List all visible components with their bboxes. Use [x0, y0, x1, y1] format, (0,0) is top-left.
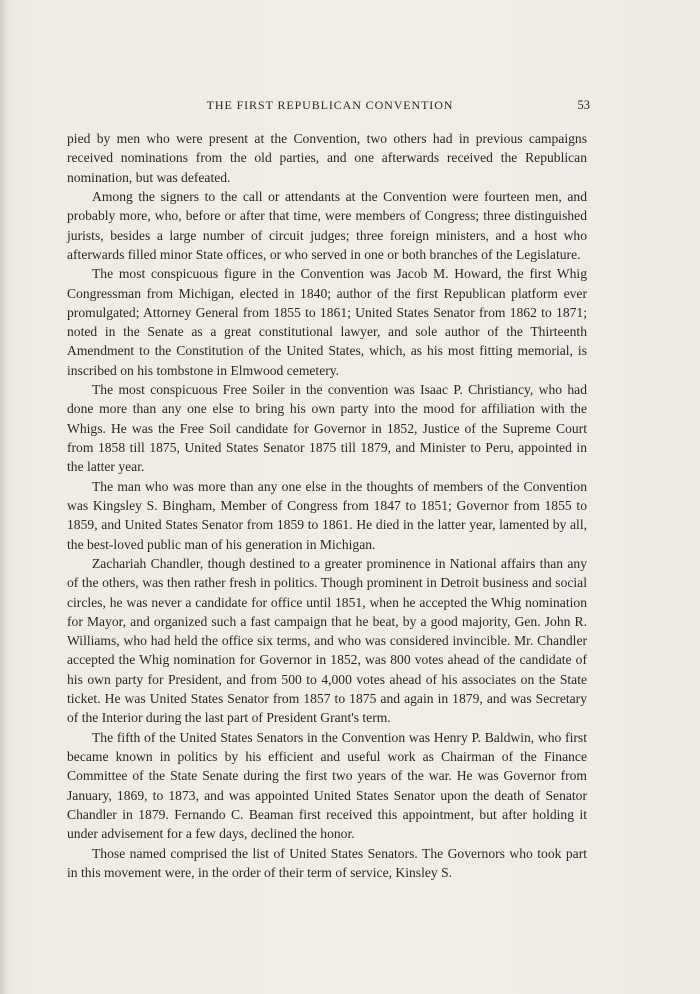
running-title: THE FIRST REPUBLICAN CONVENTION	[206, 98, 454, 112]
paragraph-bingham: The man who was more than any one else in the thoughts of members of the Convention was Kingsley S. Bingham, Member of Congress from 1847 to 1851; Governor from 1855 to 1859, and United States Senator from 1859 to 1861. He died in the latter year, lamented by all, the best-loved public man of his generation in Michigan.	[67, 478, 587, 552]
running-head	[70, 97, 590, 113]
binding-edge-shadow	[0, 0, 6, 994]
paragraph-christiancy: The most conspicuous Free Soiler in the convention was Isaac P. Christiancy, who had done more than any one else to bring his own party into the mood for affiliation with the Whigs. He was the Free Soil candidate for Governor in 1852, Justice of the Supreme Court from 1858 till 1875, United States Senator 1875 till 1879, and Minister to Peru, appointed in the latter year.	[67, 382, 587, 475]
page-number: 53	[577, 98, 590, 112]
paragraph-chandler: Zachariah Chandler, though destined to a greater prominence in National affairs than any of the others, was then rather fresh in politics. Though prominent in Detroit business and social circles, he was never a candidate for office until 1851, when he accepted the Whig nomination for Mayor, and organized such a fast campaign that he beat, by a good majority, Gen. John R. Williams, who had held the office six terms, and who was considered invincible. Mr. Chandler accepted the Whig nomination for Governor in 1852, was 800 votes ahead of the candidate of his own party for President, and from 500 to 4,000 votes ahead of his associates on the State ticket. He was United States Senator from 1857 to 1875 and again in 1879, and was Secretary of the Interior during the last part of President Grant's term.	[67, 555, 587, 726]
paragraph-governors: Those named comprised the list of United States Senators. The Governors who took part in this movement were, in the order of their term of service, Kinsley S.	[67, 845, 587, 880]
paragraph-howard: The most conspicuous figure in the Convention was Jacob M. Howard, the first Whig Congressman from Michigan, elected in 1840; author of the first Republican platform ever promulgated; Attorney General from 1855 to 1861; United States Senator from 1862 to 1871; noted in the Senate as a great constitutional lawyer, and sole author of the Thirteenth Amendment to the Constitution of the United States, which, as his most fitting memorial, is inscribed on his tombstone in Elmwood cemetery.	[67, 266, 587, 378]
paragraph-continued: pied by men who were present at the Convention, two others had in previous campaigns received nominations from the old parties, and one afterwards received the Republican nomination, but was defeated.	[67, 131, 587, 185]
body-text	[67, 129, 587, 882]
paragraph-baldwin: The fifth of the United States Senators in the Convention was Henry P. Baldwin, who first became known in politics by his efficient and useful work as Chairman of the Finance Committee of the State Senate during the first two years of the war. He was Governor from January, 1869, to 1873, and was appointed United States Senator upon the death of Senator Chandler in 1879. Fernando C. Beaman first received this appointment, but after holding it under advisement for a few days, declined the honor.	[67, 729, 587, 842]
paragraph-signers: Among the signers to the call or attendants at the Convention were fourteen men, and probably more, who, before or after that time, were members of Congress; three distinguished jurists, besides a large number of circuit judges; three foreign ministers, and a host who afterwards filled minor State offices, or who served in one or both branches of the Legislature.	[67, 188, 587, 262]
